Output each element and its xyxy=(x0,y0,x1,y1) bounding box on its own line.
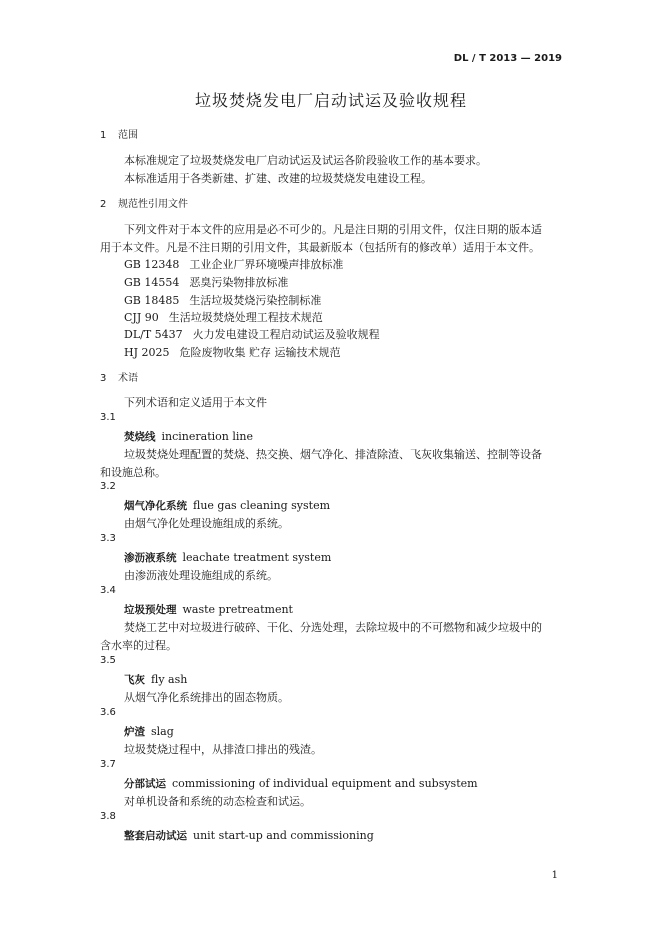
term-definition: 由烟气净化处理设施组成的系统。 xyxy=(124,517,289,530)
term-heading xyxy=(124,498,330,513)
reference-code: GB 14554 xyxy=(124,276,180,289)
reference-title: 生活垃圾焚烧污染控制标准 xyxy=(189,294,322,307)
term-heading xyxy=(124,672,187,687)
paragraph: 下列术语和定义适用于本文件 xyxy=(124,396,267,409)
reference-item xyxy=(124,274,288,290)
term-definition: 垃圾焚烧处理配置的焚烧、热交换、烟气净化、排渣除渣、飞灰收集输送、控制等设备 xyxy=(124,448,542,461)
standard-code: DL / T 2013 — 2019 xyxy=(453,53,562,64)
term-zh: 分部试运 xyxy=(124,778,166,790)
term-definition: 和设施总称。 xyxy=(100,466,166,479)
term-definition: 垃圾焚烧过程中，从排渣口排出的残渣。 xyxy=(124,743,322,756)
term-number: 3.7 xyxy=(100,759,116,770)
term-heading xyxy=(124,550,331,565)
term-number: 3.1 xyxy=(100,412,116,423)
term-en: commissioning of individual equipment and subsystem xyxy=(172,777,478,790)
reference-code: HJ 2025 xyxy=(124,346,170,359)
term-en: slag xyxy=(151,725,174,738)
term-zh: 飞灰 xyxy=(124,674,145,686)
term-definition: 对单机设备和系统的动态检查和试运。 xyxy=(124,795,311,808)
section-number: 2 xyxy=(100,199,107,210)
reference-title: 危险废物收集 贮存 运输技术规范 xyxy=(179,346,341,359)
section-number: 3 xyxy=(100,373,107,384)
term-zh: 炉渣 xyxy=(124,726,145,738)
section-title: 范围 xyxy=(118,130,138,141)
term-zh: 烟气净化系统 xyxy=(124,500,187,512)
term-heading xyxy=(124,724,174,739)
paragraph-line: 用于本文件。凡是不注日期的引用文件，其最新版本（包括所有的修改单）适用于本文件。 xyxy=(100,241,540,254)
reference-item xyxy=(124,292,321,308)
term-zh: 焚烧线 xyxy=(124,431,156,443)
section-title: 术语 xyxy=(118,373,138,384)
term-zh: 垃圾预处理 xyxy=(124,604,177,616)
term-definition: 从烟气净化系统排出的固态物质。 xyxy=(124,691,289,704)
section-title: 规范性引用文件 xyxy=(118,199,188,210)
reference-code: GB 12348 xyxy=(124,258,180,271)
paragraph: 本标准规定了垃圾焚烧发电厂启动试运及试运各阶段验收工作的基本要求。 xyxy=(124,154,487,167)
term-heading xyxy=(124,602,293,617)
reference-item xyxy=(124,256,343,272)
term-number: 3.5 xyxy=(100,655,116,666)
term-definition: 含水率的过程。 xyxy=(100,639,177,652)
term-zh: 渗沥液系统 xyxy=(124,552,177,564)
section-1-heading xyxy=(100,126,138,141)
term-definition: 由渗沥液处理设施组成的系统。 xyxy=(124,569,278,582)
document-title: 垃圾焚烧发电厂启动试运及验收规程 xyxy=(194,91,467,110)
term-en: flue gas cleaning system xyxy=(193,499,331,512)
reference-item xyxy=(124,344,341,360)
reference-code: CJJ 90 xyxy=(124,311,159,324)
term-number: 3.8 xyxy=(100,811,116,822)
page-number: 1 xyxy=(551,870,558,881)
reference-item xyxy=(124,326,380,342)
reference-item xyxy=(124,309,323,325)
reference-title: 恶臭污染物排放标准 xyxy=(189,276,289,289)
reference-code: DL/T 5437 xyxy=(124,328,183,341)
term-en: incineration line xyxy=(161,430,253,443)
term-definition: 焚烧工艺中对垃圾进行破碎、干化、分选处理，去除垃圾中的不可燃物和减少垃圾中的 xyxy=(124,621,542,634)
section-3-heading xyxy=(100,369,138,384)
term-heading xyxy=(124,776,478,791)
reference-title: 生活垃圾焚烧处理工程技术规范 xyxy=(168,311,323,324)
section-number: 1 xyxy=(100,130,107,141)
term-en: waste pretreatment xyxy=(182,603,293,616)
term-number: 3.3 xyxy=(100,533,116,544)
term-en: fly ash xyxy=(151,673,188,686)
section-2-heading xyxy=(100,195,188,210)
reference-title: 火力发电建设工程启动试运及验收规程 xyxy=(192,328,380,341)
term-heading xyxy=(124,828,374,843)
term-number: 3.6 xyxy=(100,707,116,718)
term-en: leachate treatment system xyxy=(182,551,332,564)
term-number: 3.4 xyxy=(100,585,116,596)
paragraph-line: 下列文件对于本文件的应用是必不可少的。凡是注日期的引用文件，仅注日期的版本适 xyxy=(124,223,542,236)
reference-title: 工业企业厂界环境噪声排放标准 xyxy=(189,258,344,271)
term-zh: 整套启动试运 xyxy=(124,830,187,842)
paragraph: 本标准适用于各类新建、扩建、改建的垃圾焚烧发电建设工程。 xyxy=(124,172,432,185)
term-number: 3.2 xyxy=(100,481,116,492)
term-en: unit start-up and commissioning xyxy=(193,829,374,842)
reference-code: GB 18485 xyxy=(124,294,180,307)
term-heading xyxy=(124,429,253,444)
